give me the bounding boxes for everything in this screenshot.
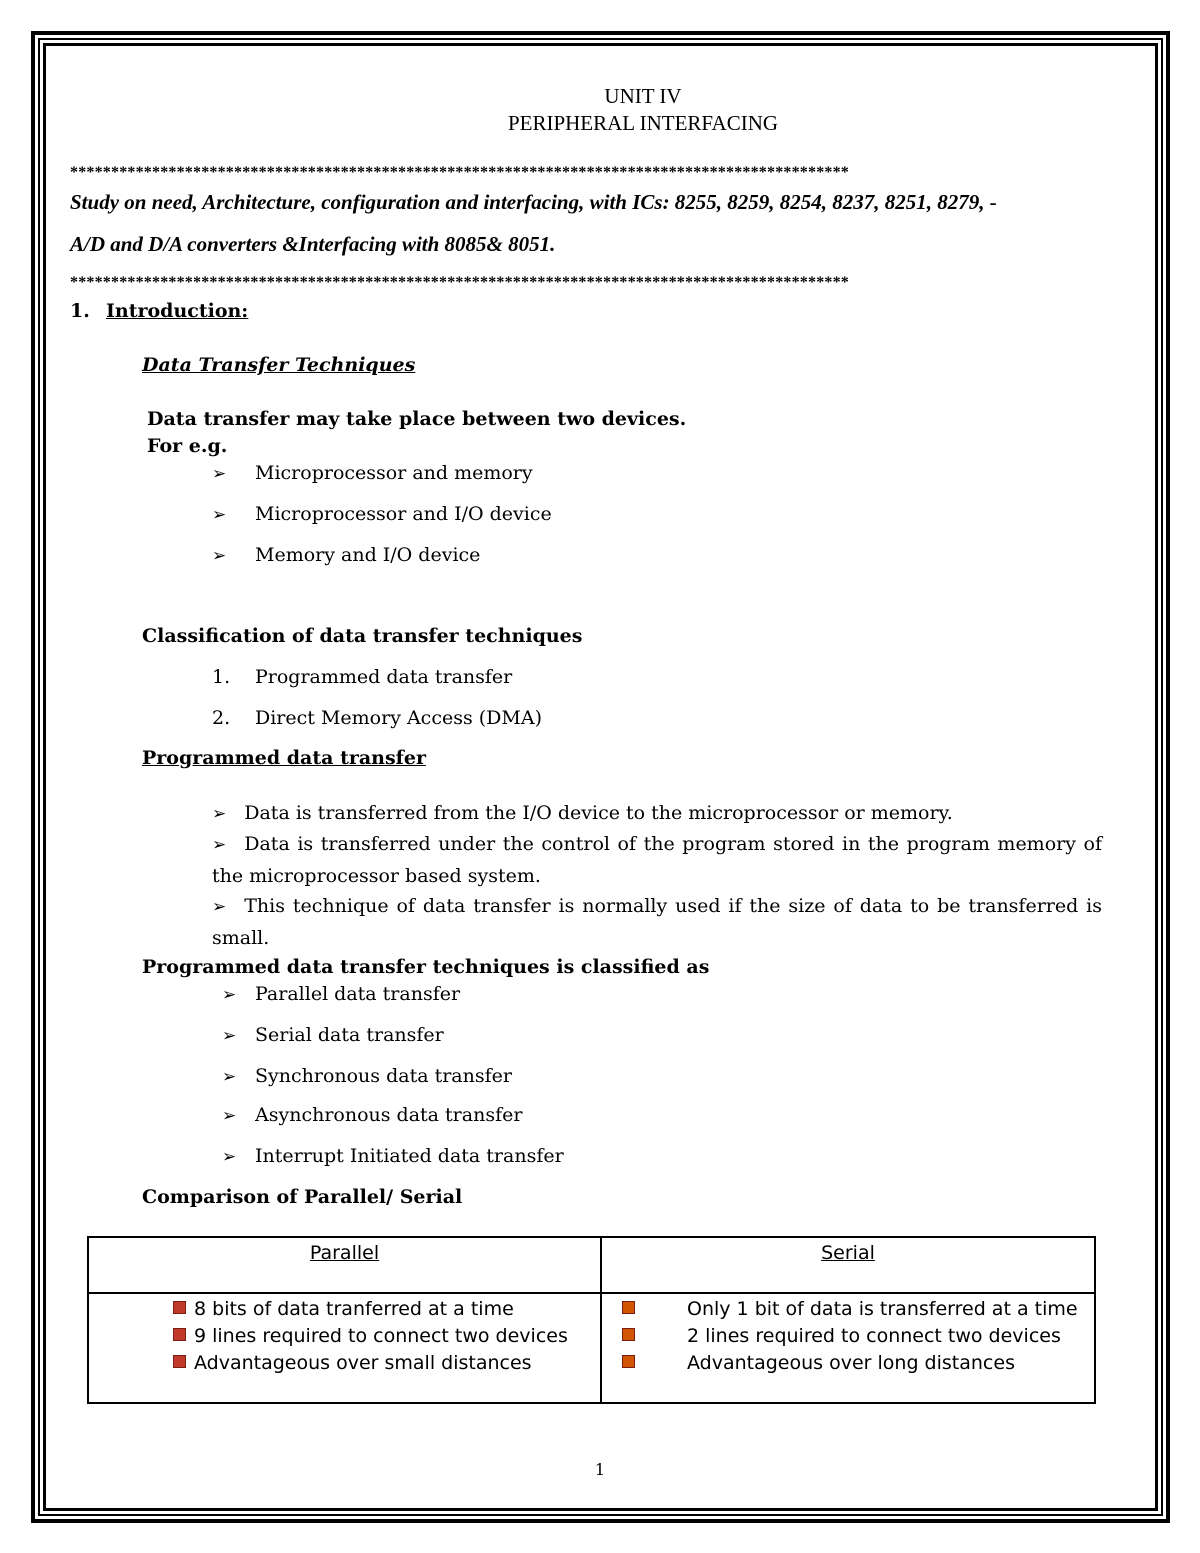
square-bullet-icon <box>173 1328 186 1341</box>
syllabus-line-2: A/D and D/A converters &Interfacing with 8085& 8051. <box>70 232 556 256</box>
list-item: ➢ Synchronous data transfer <box>222 1065 512 1087</box>
parallel-cell <box>88 1293 601 1403</box>
list-item: Only 1 bit of data is transferred at a time <box>622 1296 1094 1323</box>
arrowhead-icon: ➢ <box>212 546 227 566</box>
star-divider-bottom: *********************************************************************************************** <box>70 274 849 291</box>
programmed-point: ➢ This technique of data transfer is normally used if the size of data to be transferred is small. <box>212 895 1102 949</box>
syllabus-line-1: Study on need, Architecture, configuration and interfacing, with ICs: 8255, 8259, 8254, 8237, 8251, 8279, - <box>70 190 997 214</box>
serial-cell <box>601 1293 1095 1403</box>
techniques-heading: Programmed data transfer techniques is classified as <box>142 956 710 978</box>
data-transfer-intro: Data transfer may take place between two devices. <box>147 408 687 430</box>
programmed-heading: Programmed data transfer <box>142 747 426 769</box>
square-bullet-icon <box>173 1301 186 1314</box>
list-item: Advantageous over long distances <box>622 1350 1094 1377</box>
for-eg: For e.g. <box>147 435 228 457</box>
arrowhead-icon: ➢ <box>212 897 227 917</box>
programmed-point: ➢ Data is transferred from the I/O device to the microprocessor or memory. <box>212 802 953 824</box>
list-item: ➢ Parallel data transfer <box>222 983 461 1005</box>
list-item: 2. Direct Memory Access (DMA) <box>212 707 542 729</box>
arrowhead-icon: ➢ <box>222 1106 237 1126</box>
arrowhead-icon: ➢ <box>212 835 227 855</box>
section-number: 1. <box>70 300 90 322</box>
arrowhead-icon: ➢ <box>222 1067 237 1087</box>
table-header-row <box>88 1237 1095 1293</box>
arrowhead-icon: ➢ <box>212 505 227 525</box>
arrowhead-icon: ➢ <box>222 1147 237 1167</box>
list-item: ➢ Interrupt Initiated data transfer <box>222 1145 564 1167</box>
arrowhead-icon: ➢ <box>212 804 227 824</box>
list-item: Advantageous over small distances <box>173 1350 600 1377</box>
square-bullet-icon <box>622 1301 635 1314</box>
list-item: ➢ Memory and I/O device <box>212 544 481 566</box>
list-item: 2 lines required to connect two devices <box>622 1323 1094 1350</box>
data-transfer-heading: Data Transfer Techniques <box>142 354 416 376</box>
subject-title: PERIPHERAL INTERFACING <box>507 111 779 135</box>
list-item: ➢ Asynchronous data transfer <box>222 1104 523 1126</box>
square-bullet-icon <box>173 1355 186 1368</box>
programmed-point: ➢ Data is transferred under the control of the program stored in the program memory of the microprocessor based system. <box>212 833 1102 887</box>
list-item: 1. Programmed data transfer <box>212 666 513 688</box>
list-item: 9 lines required to connect two devices <box>173 1323 600 1350</box>
list-item: 8 bits of data tranferred at a time <box>173 1296 600 1323</box>
list-item: ➢ Microprocessor and I/O device <box>212 503 552 525</box>
comparison-heading: Comparison of Parallel/ Serial <box>142 1186 463 1208</box>
unit-title: UNIT IV <box>604 84 682 108</box>
list-item: ➢ Serial data transfer <box>222 1024 444 1046</box>
table-row <box>88 1293 1095 1403</box>
arrowhead-icon: ➢ <box>222 985 237 1005</box>
comparison-table <box>87 1236 1096 1404</box>
square-bullet-icon <box>622 1328 635 1341</box>
star-divider-top: *********************************************************************************************** <box>70 164 849 181</box>
page-number: 1 <box>594 1460 606 1479</box>
section-title: Introduction: <box>106 300 249 322</box>
header-serial: Serial <box>601 1237 1095 1293</box>
arrowhead-icon: ➢ <box>212 464 227 484</box>
classification-heading: Classification of data transfer techniques <box>142 625 583 647</box>
square-bullet-icon <box>622 1355 635 1368</box>
header-parallel: Parallel <box>88 1237 601 1293</box>
arrowhead-icon: ➢ <box>222 1026 237 1046</box>
list-item: ➢ Microprocessor and memory <box>212 462 533 484</box>
